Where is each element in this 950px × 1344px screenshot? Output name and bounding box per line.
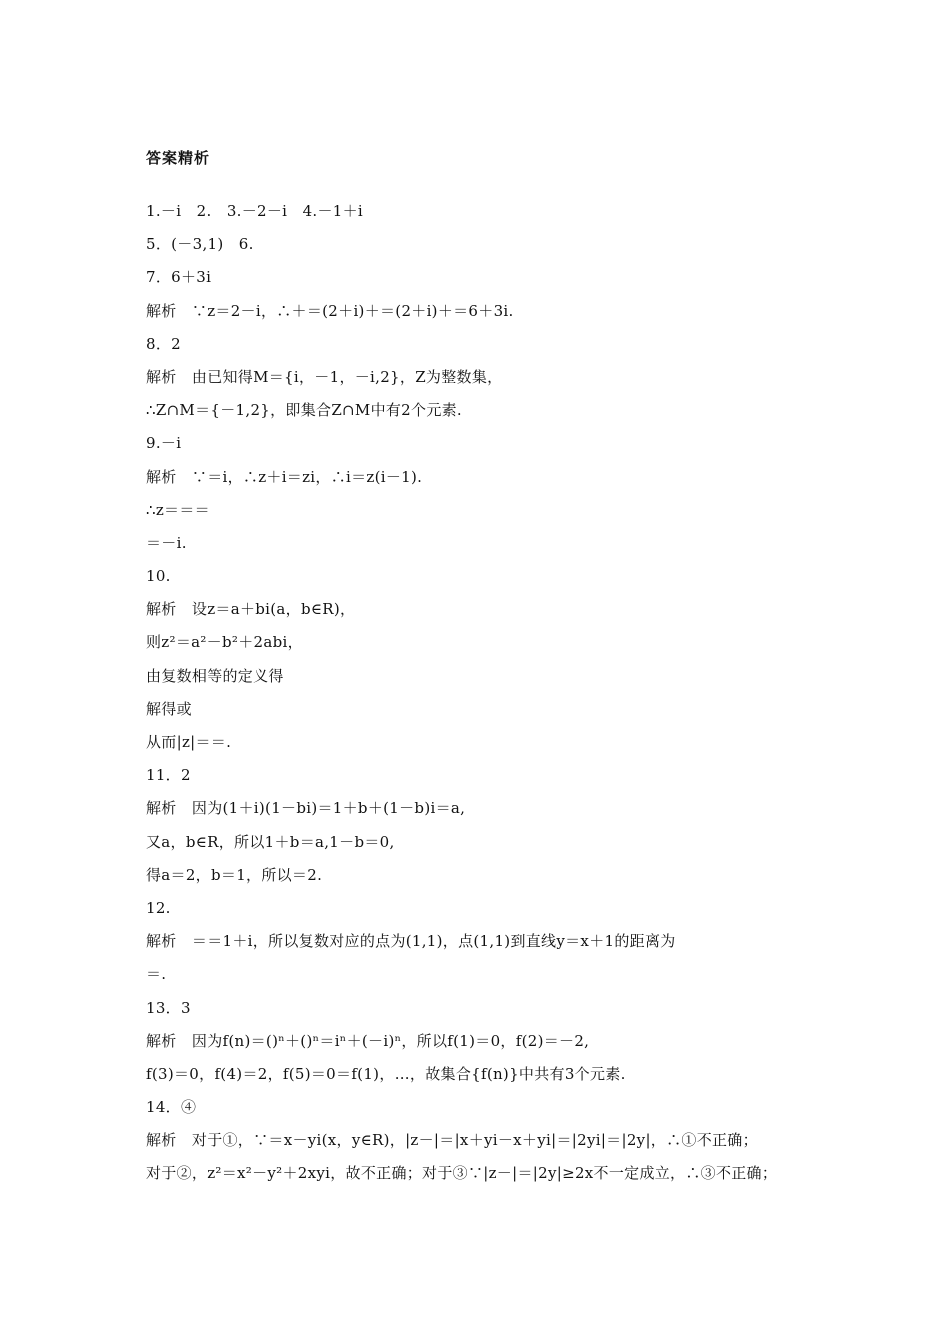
- text-line: 13．3: [146, 998, 191, 1017]
- text-line: 对于②，z²＝x²－y²＋2xyi，故不正确；对于③∵|z－|＝|2y|≥2x不一定成立，∴③不正确；: [146, 1164, 778, 1183]
- text-line: 14．④: [146, 1098, 197, 1117]
- text-line: ∴Z∩M＝{－1,2}，即集合Z∩M中有2个元素.: [146, 401, 462, 420]
- text-line: 解析 由已知得M＝{i，－1，－i,2}，Z为整数集，: [146, 367, 503, 386]
- text-line: 5．(－3,1) 6.: [146, 235, 254, 254]
- text-line: 解得或: [146, 699, 192, 718]
- text-line: 解析 ∵＝i，∴z＋i＝zi，∴i＝z(i－1).: [146, 467, 423, 486]
- text-line: ＝.: [146, 965, 167, 984]
- text-line: ∴z＝＝＝: [146, 500, 210, 519]
- text-line: 解析 因为(1＋i)(1－bi)＝1＋b＋(1－b)i＝a,: [146, 799, 466, 818]
- text-line: 则z²＝a²－b²＋2abi，: [146, 633, 303, 652]
- page-title: 答案精析: [146, 149, 211, 167]
- text-line: 8．2: [146, 334, 181, 353]
- text-line: 解析 因为f(n)＝()ⁿ＋()ⁿ＝iⁿ＋(－i)ⁿ，所以f(1)＝0，f(2)＝－2,: [146, 1031, 590, 1050]
- text-line: 12.: [146, 898, 171, 917]
- text-line: 解析 对于①，∵＝x－yi(x，y∈R)，|z－|＝|x＋yi－x＋yi|＝|2yi|＝|2y|，∴①不正确；: [146, 1131, 758, 1150]
- text-line: 从而|z|＝＝.: [146, 733, 232, 751]
- text-line: 10.: [146, 567, 171, 586]
- text-line: 7．6＋3i: [146, 268, 212, 287]
- text-line: 1.－i 2. 3.－2－i 4.－1＋i: [146, 202, 364, 220]
- text-line: 解析 ∵z＝2－i，∴＋＝(2＋i)＋＝(2＋i)＋＝6＋3i.: [146, 301, 514, 320]
- text-line: f(3)＝0，f(4)＝2，f(5)＝0＝f(1)，…，故集合{f(n)}中共有3个元素.: [146, 1064, 626, 1083]
- text-line: 解析 ＝＝1＋i，所以复数对应的点为(1,1)，点(1,1)到直线y＝x＋1的距离为: [146, 932, 676, 951]
- text-line: 由复数相等的定义得: [146, 666, 284, 685]
- answer-lines: [146, 199, 826, 1195]
- text-line: 又a，b∈R，所以1＋b＝a,1－b＝0,: [146, 832, 395, 851]
- text-line: 9.－i: [146, 434, 182, 453]
- text-line: ＝－i.: [146, 533, 187, 552]
- text-line: 11．2: [146, 766, 191, 785]
- text-line: 得a＝2，b＝1，所以＝2.: [146, 865, 323, 884]
- text-line: 解析 设z＝a＋bi(a，b∈R)，: [146, 600, 356, 619]
